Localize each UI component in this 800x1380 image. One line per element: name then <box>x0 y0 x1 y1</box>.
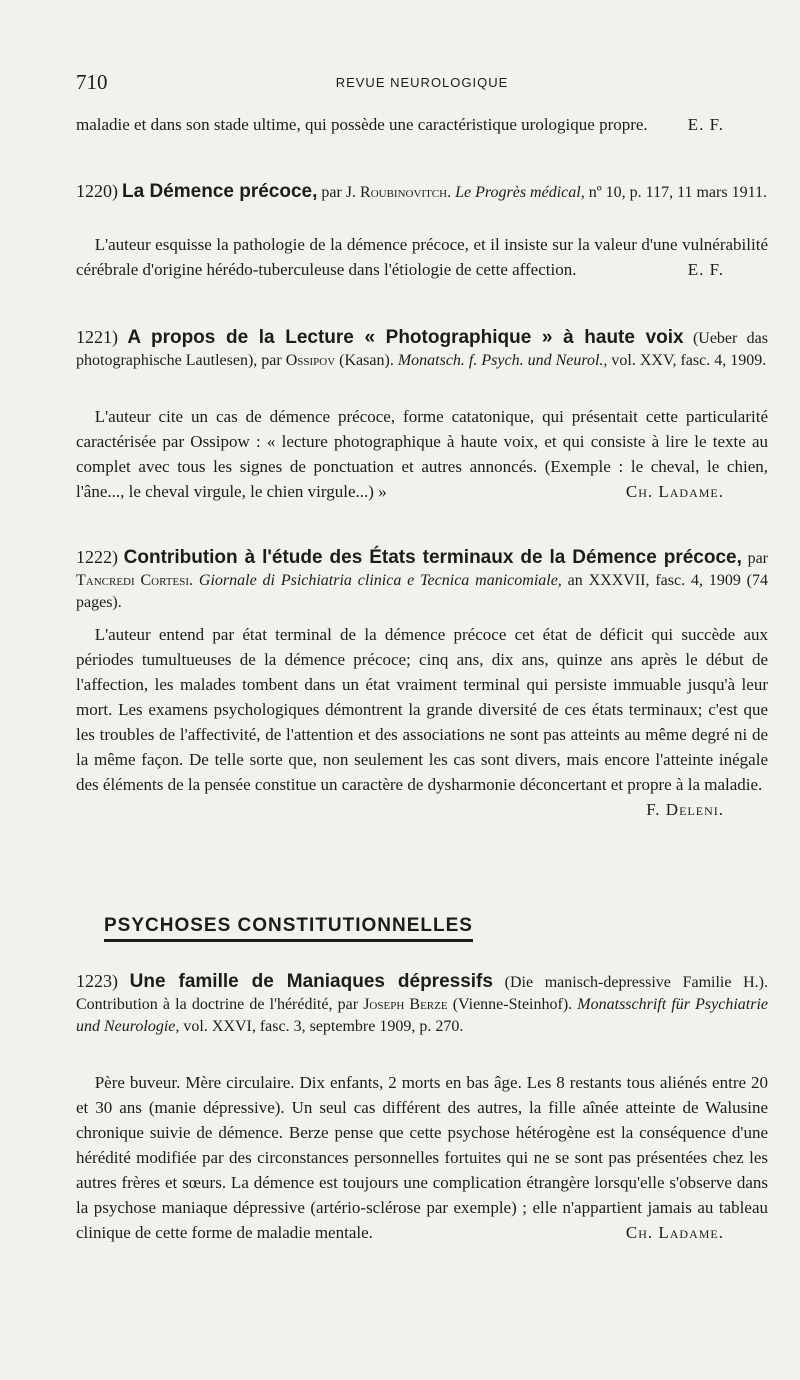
entry-1222-heading <box>76 546 768 614</box>
entry-1220-heading <box>76 180 768 204</box>
entry-reference: an XXXVII, fasc. 4, 1909 (74 pages). <box>76 572 769 611</box>
entry-journal: Monatsch. f. Psych. und Neurol., <box>397 352 608 369</box>
page-header <box>76 70 768 100</box>
entry-number: 1221) <box>76 327 118 347</box>
entry-title: Contribution à l'étude des États terminaux de la Démence précoce, <box>123 547 742 568</box>
entry-signature: Ch. Ladame. <box>625 482 724 501</box>
entry-author: Roubinovitch. <box>360 184 452 201</box>
page-number: 710 <box>76 70 108 94</box>
entry-1220-body <box>76 232 768 282</box>
running-title: REVUE NEUROLOGIQUE <box>335 75 509 90</box>
entry-reference: vol. XXVI, fasc. 3, septembre 1909, p. 270. <box>183 1018 464 1035</box>
entry-text: Père buveur. Mère circulaire. Dix enfants, 2 morts en bas âge. Les 8 restants tous aliénés entre 20 et 30 ans (manie dépressive). Un seul cas différent des autres, la fille aînée atteinte de Walusine chronique suivie de démence. Berze pense que cette psychose hétérogène est la conséquence d'une hérédité modifiée par des circonstances personnelles fortuites qui ne se sont pas présentées chez les autres frères et sœurs. La démence est toujours une complication étrangère lorsqu'elle s'observe dans la psychose maniaque dépressive (artério-sclérose par exemple) ; elle n'appartient jamais au tableau clinique de cette forme de maladie mentale. <box>76 1073 768 1242</box>
entry-subtitle: (Ueber das photographische Lautlesen), par <box>76 330 769 369</box>
entry-place: (Kasan). <box>339 352 394 369</box>
entry-by: par J. <box>321 184 357 201</box>
entry-number: 1220) <box>76 181 118 201</box>
entry-1221-heading <box>76 326 768 372</box>
entry-title: A propos de la Lecture « Photographique » à haute voix <box>127 327 684 348</box>
entry-text: L'auteur esquisse la pathologie de la démence précoce, et il insiste sur la valeur d'une vulnérabilité cérébrale d'origine hérédo-tuberculeuse dans l'étiologie de cette affection. <box>76 235 768 279</box>
entry-author: Ossipov <box>285 352 336 369</box>
entry-1221-body <box>76 404 768 504</box>
entry-author: Joseph Berze <box>363 996 448 1013</box>
entry-place: (Vienne-Steinhof). <box>452 996 573 1013</box>
entry-signature: Ch. Ladame. <box>625 1223 724 1242</box>
entry-signature: F. Deleni. <box>646 800 724 819</box>
entry-number: 1222) <box>76 547 118 567</box>
entry-1223-heading <box>76 970 768 1038</box>
continuation-signature: E. F. <box>687 115 724 134</box>
section-title: PSYCHOSES CONSTITUTIONNELLES <box>104 915 473 942</box>
entry-text: L'auteur entend par état terminal de la démence précoce cet état de déficit qui succède aux périodes tumultueuses de la démence précoce; cinq ans, dix ans, quinze ans après le début de l'affection, les malades tombent dans un état vraiment terminal qui persiste immuable jusqu'à leur mort. Les examens psychologiques démontrent la grande diversité de ces états terminaux; c'est que les troubles de l'affectivité, de l'attention et des associations ne sont pas atteints au même degré ni de la même façon. De telle sorte que, non seulement les cas sont divers, mais encore l'atteinte inégale des éléments de la pensée constitue un caractère de dysharmonie déconcertant et propre à la maladie. <box>76 625 768 794</box>
continuation-block <box>76 112 768 137</box>
entry-1223-body <box>76 1070 768 1245</box>
entry-title: La Démence précoce, <box>122 181 318 202</box>
entry-reference: vol. XXV, fasc. 4, 1909. <box>611 352 767 369</box>
entry-reference: nº 10, p. 117, 11 mars 1911. <box>588 184 767 201</box>
entry-by: par <box>747 550 768 567</box>
entry-journal: Le Progrès médical, <box>455 184 585 201</box>
entry-journal: Giornale di Psichiatria clinica e Tecnica manicomiale, <box>198 572 562 589</box>
entry-subtitle: (Die manisch-depressive Familie H.). Contribution à la doctrine de l'hérédité, par <box>76 974 769 1013</box>
entry-signature: E. F. <box>687 260 724 279</box>
continuation-text: maladie et dans son stade ultime, qui possède une caractéristique urologique propre. <box>76 115 648 134</box>
entry-1222-body <box>76 622 768 822</box>
entry-number: 1223) <box>76 971 118 991</box>
entry-text: L'auteur cite un cas de démence précoce, forme catatonique, qui présentait cette particularité caractérisée par Ossipow : « lecture photographique à haute voix, et qui consiste à lire le texte au complet avec tous les signes de ponctuation et autres annoncés. (Exemple : le cheval, le chien, l'âne..., le cheval virgule, le chien virgule...) » <box>76 407 768 501</box>
entry-author: Tancredi Cortesi. <box>76 572 194 589</box>
entry-title: Une famille de Maniaques dépressifs <box>129 971 493 992</box>
entry-journal: Monatsschrift für Psychiatrie und Neurologie, <box>76 996 768 1035</box>
